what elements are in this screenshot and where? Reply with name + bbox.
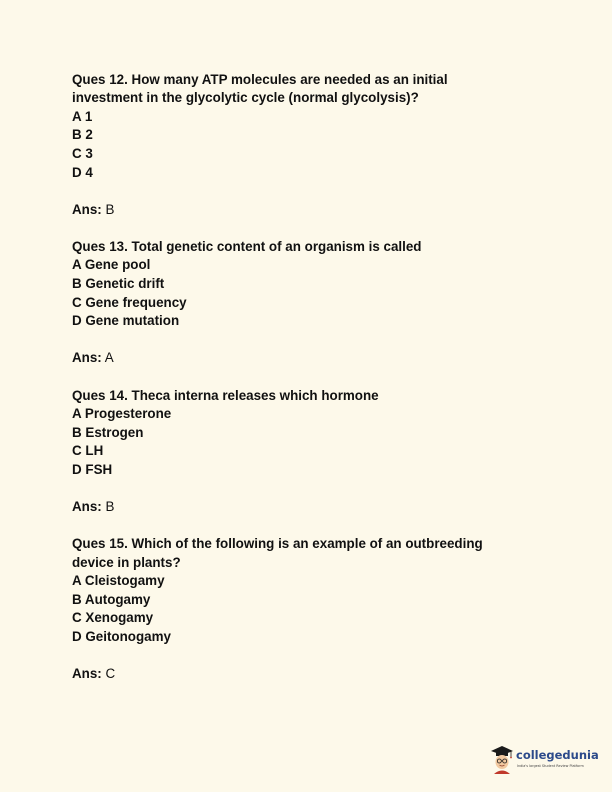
logo-wordmark: collegedunia xyxy=(516,748,599,762)
answer-option: B Estrogen xyxy=(72,424,144,440)
question-text: Ques 15. Which of the following is an example of an outbreeding xyxy=(72,536,483,552)
answer-option: C Gene frequency xyxy=(72,294,187,310)
answer-value: B xyxy=(105,498,115,514)
answer-label: Ans: xyxy=(72,350,102,366)
question-text: device in plants? xyxy=(72,554,181,570)
question-text: Ques 12. How many ATP molecules are needed as an initial xyxy=(72,72,448,87)
answer-option: D Geitonogamy xyxy=(72,628,171,644)
question-block xyxy=(72,71,542,219)
answer-line xyxy=(72,201,542,220)
answer-option: A Gene pool xyxy=(72,257,151,273)
answer-option: B Genetic drift xyxy=(72,275,165,291)
question-block xyxy=(72,387,542,517)
answer-value: B xyxy=(105,201,115,217)
answer-label: Ans: xyxy=(72,201,102,217)
answer-label: Ans: xyxy=(72,665,102,681)
answer-option: B 2 xyxy=(72,127,93,143)
answer-option: D Gene mutation xyxy=(72,313,180,329)
answer-line xyxy=(72,665,542,684)
answer-option: A Progesterone xyxy=(72,405,172,421)
answer-option: C LH xyxy=(72,443,104,459)
question-text: Ques 13. Total genetic content of an organism is called xyxy=(72,238,422,254)
answer-option: A 1 xyxy=(72,108,93,124)
graduate-mascot-icon xyxy=(490,744,514,774)
answer-option: D 4 xyxy=(72,164,93,180)
question-list xyxy=(72,71,542,702)
answer-option: B Autogamy xyxy=(72,591,151,607)
answer-line xyxy=(72,349,542,368)
question-text: Ques 14. Theca interna releases which hormone xyxy=(72,387,379,403)
answer-line xyxy=(72,498,542,517)
question-text: investment in the glycolytic cycle (normal glycolysis)? xyxy=(72,90,419,106)
collegedunia-logo xyxy=(490,744,599,778)
question-block xyxy=(72,535,542,683)
answer-option: C Xenogamy xyxy=(72,610,154,626)
answer-value: A xyxy=(104,350,114,366)
answer-option: D FSH xyxy=(72,461,113,477)
answer-option: A Cleistogamy xyxy=(72,572,165,588)
answer-option: C 3 xyxy=(72,146,93,161)
answer-label: Ans: xyxy=(72,498,102,514)
question-block xyxy=(72,238,542,368)
logo-tagline: India's largest Student Review Platform xyxy=(517,764,584,768)
answer-value: C xyxy=(105,665,116,681)
